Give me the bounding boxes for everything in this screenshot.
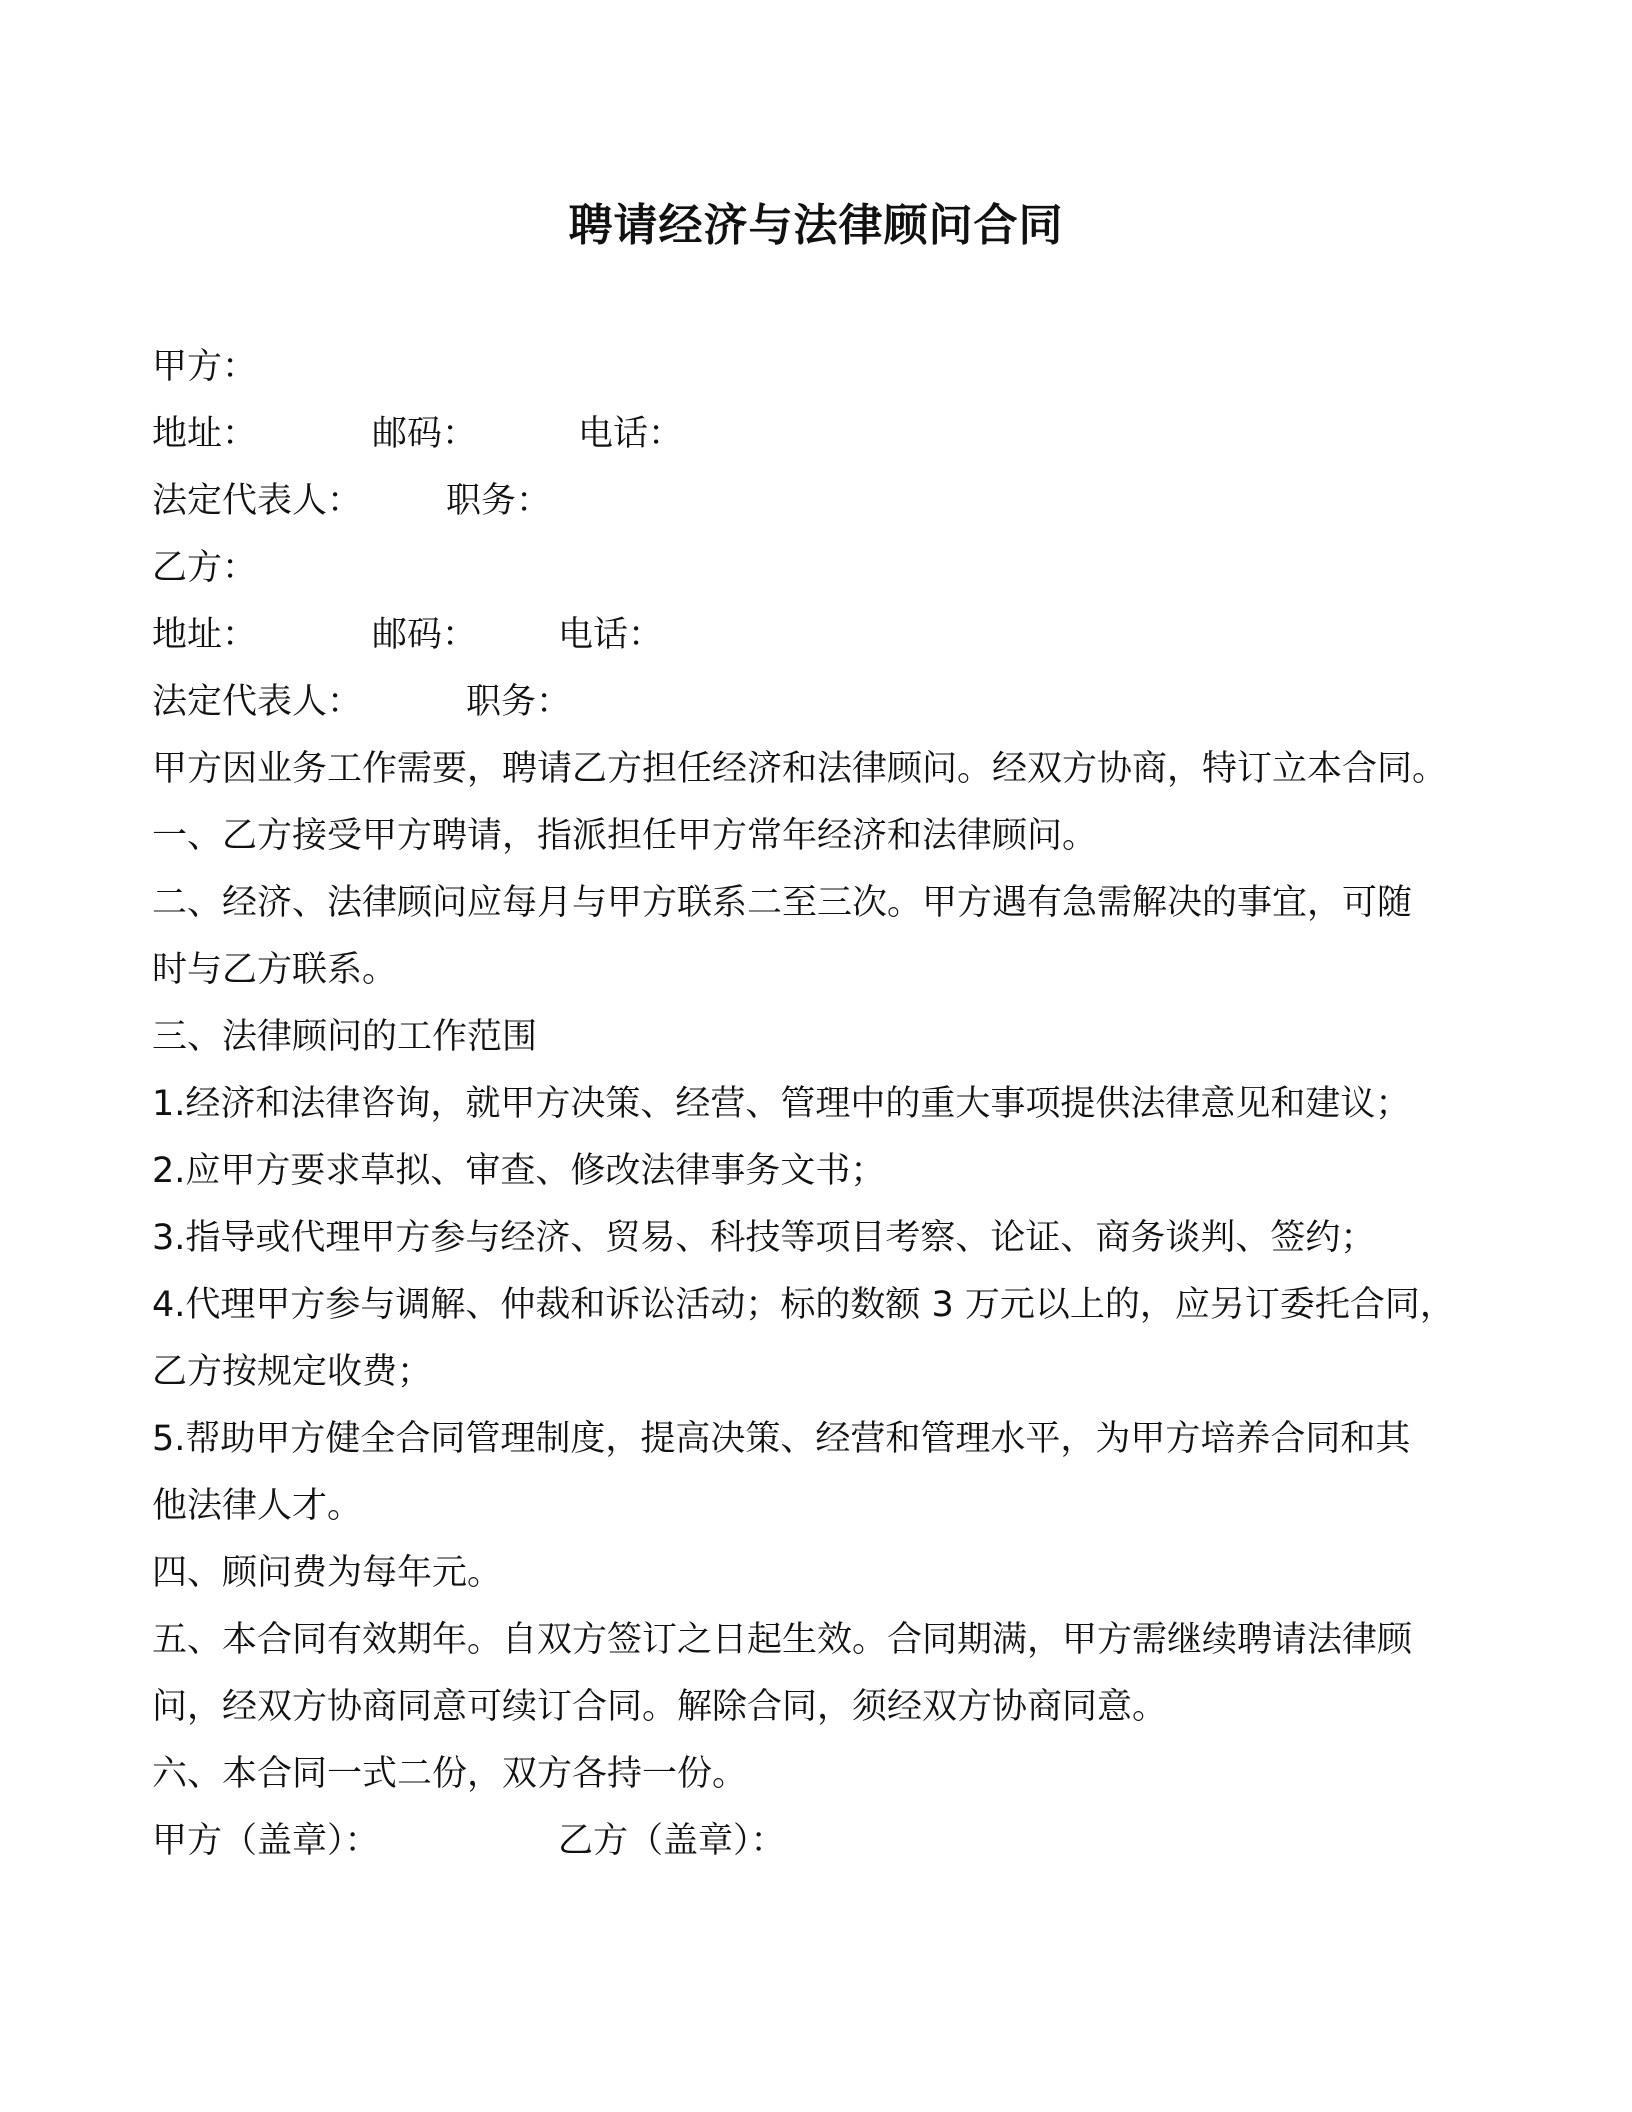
party-b-address-label: 地址： xyxy=(152,615,258,655)
party-b-contact-line xyxy=(152,602,1472,669)
party-a-label: 甲方： xyxy=(152,347,258,387)
party-a-line xyxy=(152,334,1472,401)
clause-6: 六、本合同一式二份，双方各持一份。 xyxy=(152,1754,748,1794)
clause-1: 一、乙方接受甲方聘请，指派担任甲方常年经济和法律顾问。 xyxy=(152,816,1098,856)
scope-item-2: 2.应甲方要求草拟、审查、修改法律事务文书； xyxy=(152,1151,886,1191)
contract-body xyxy=(152,334,1472,1875)
scope-item-4-line-1: 4.代理甲方参与调解、仲裁和诉讼活动；标的数额 3 万元以上的，应另订委托合同， xyxy=(152,1285,1455,1325)
clause-5-line-2: 问，经双方协商同意可续订合同。解除合同，须经双方协商同意。 xyxy=(152,1687,1168,1727)
clause-3-heading: 三、法律顾问的工作范围 xyxy=(152,1017,538,1057)
clause-4: 四、顾问费为每年元。 xyxy=(152,1553,503,1593)
party-b-line xyxy=(152,535,1472,602)
scope-item-5-line-2: 他法律人才。 xyxy=(152,1486,363,1526)
party-b-phone-label: 电话： xyxy=(558,615,664,655)
party-a-rep-line xyxy=(152,468,1472,535)
scope-item-4-line-2: 乙方按规定收费； xyxy=(152,1352,433,1392)
party-a-postcode-label: 邮码： xyxy=(372,414,478,454)
party-a-position-label: 职务： xyxy=(446,481,552,521)
scope-item-3: 3.指导或代理甲方参与经济、贸易、科技等项目考察、论证、商务谈判、签约； xyxy=(152,1218,1376,1258)
clause-2-line-1: 二、经济、法律顾问应每月与甲方联系二至三次。甲方遇有急需解决的事宜，可随 xyxy=(152,883,1413,923)
party-b-position-label: 职务： xyxy=(466,682,572,722)
party-b-legal-rep-label: 法定代表人： xyxy=(152,682,363,722)
party-b-postcode-label: 邮码： xyxy=(372,615,478,655)
scope-item-5-line-1: 5.帮助甲方健全合同管理制度，提高决策、经营和管理水平，为甲方培养合同和其 xyxy=(152,1419,1411,1459)
signature-line xyxy=(152,1808,1472,1875)
document-title: 聘请经济与法律顾问合同 xyxy=(568,200,1064,251)
party-a-contact-line xyxy=(152,401,1472,468)
clause-5-line-1: 五、本合同有效期年。自双方签订之日起生效。合同期满，甲方需继续聘请法律顾 xyxy=(152,1620,1413,1660)
scope-item-1: 1.经济和法律咨询，就甲方决策、经营、管理中的重大事项提供法律意见和建议； xyxy=(152,1084,1411,1124)
party-b-label: 乙方： xyxy=(152,548,258,588)
party-a-legal-rep-label: 法定代表人： xyxy=(152,481,363,521)
party-b-seal-label: 乙方（盖章）： xyxy=(558,1821,786,1861)
party-a-seal-label: 甲方（盖章）： xyxy=(152,1821,380,1861)
party-b-rep-line xyxy=(152,669,1472,736)
preamble: 甲方因业务工作需要，聘请乙方担任经济和法律顾问。经双方协商，特订立本合同。 xyxy=(152,749,1448,789)
clause-2-line-2: 时与乙方联系。 xyxy=(152,950,398,990)
party-a-address-label: 地址： xyxy=(152,414,258,454)
party-a-phone-label: 电话： xyxy=(578,414,684,454)
